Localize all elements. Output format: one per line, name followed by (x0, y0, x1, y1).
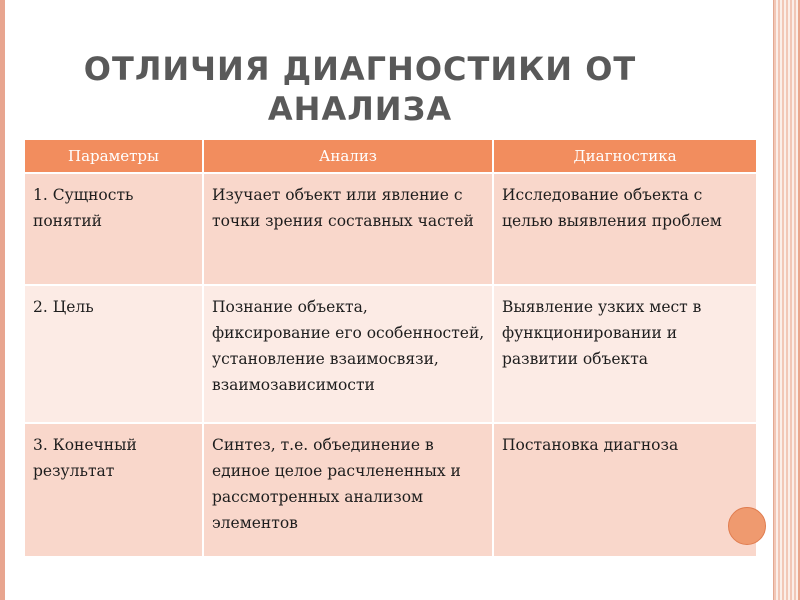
table-row (25, 285, 756, 423)
cell-diagnostics (493, 285, 756, 423)
table-header-row (25, 140, 756, 173)
right-decorative-stripes (773, 0, 800, 600)
cell-diagnostics (493, 423, 756, 556)
table-row (25, 423, 756, 556)
cell-analysis (203, 285, 493, 423)
cell-diagnostics (493, 173, 756, 285)
table-row (25, 173, 756, 285)
cell-parameter (25, 285, 203, 423)
cell-analysis (203, 423, 493, 556)
cell-text: Постановка диагноза (502, 436, 679, 454)
cell-text: Познание объекта, фиксирование его особенностей, установление взаимосвязи, взаимозависимости (212, 298, 485, 394)
cell-text: Синтез, т.е. объединение в единое целое расчлененных и рассмотренных анализом элементов (212, 436, 461, 532)
cell-parameter (25, 173, 203, 285)
header-parameters: Параметры (25, 140, 203, 173)
header-analysis: Анализ (203, 140, 493, 173)
left-border-stripe (0, 0, 5, 600)
cell-text: 1. Сущность понятий (33, 186, 134, 230)
slide-title: ОТЛИЧИЯ ДИАГНОСТИКИ ОТ АНАЛИЗА (83, 50, 637, 129)
decorative-circle-icon (728, 507, 766, 545)
header-diagnostics: Диагностика (493, 140, 756, 173)
cell-analysis (203, 173, 493, 285)
cell-text: Исследование объекта с целью выявления проблем (502, 186, 722, 230)
cell-text: 2. Цель (33, 298, 94, 316)
cell-text: Выявление узких мест в функционировании и развитии объекта (502, 298, 702, 368)
cell-text: 3. Конечный результат (33, 436, 137, 480)
cell-parameter (25, 423, 203, 556)
cell-text: Изучает объект или явление с точки зрения составных частей (212, 186, 474, 230)
comparison-table (25, 140, 756, 556)
